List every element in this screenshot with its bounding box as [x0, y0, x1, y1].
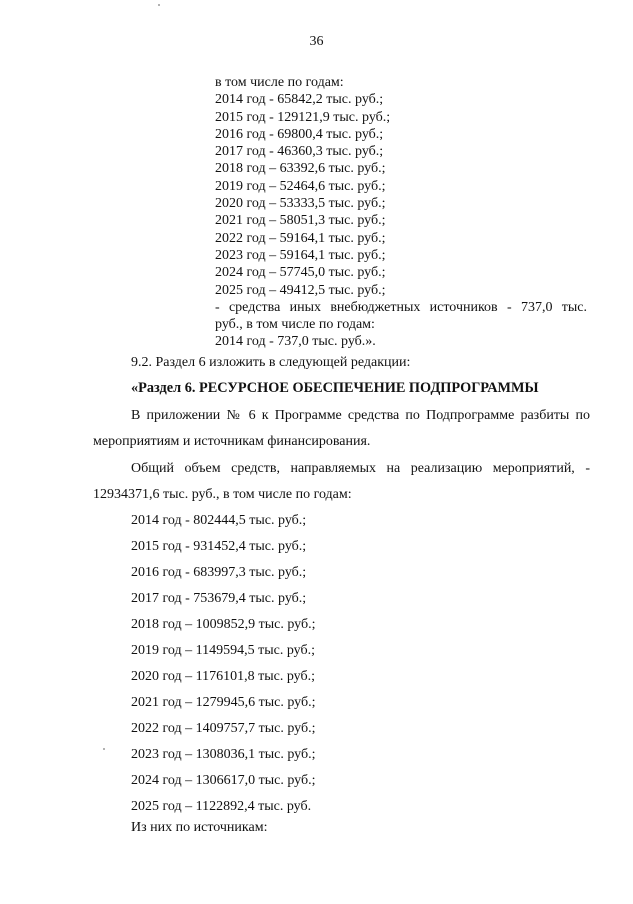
year-line: 2015 год - 931452,4 тыс. руб.;	[131, 539, 307, 554]
year-line: 2023 год – 1308036,1 тыс. руб.;	[131, 747, 316, 762]
paragraph-total-volume	[93, 456, 590, 508]
paragraph-line: мероприятиям и источникам финансирования.	[93, 434, 371, 449]
total-by-year-list	[131, 508, 316, 820]
year-line: 2017 год - 753679,4 тыс. руб.;	[131, 591, 307, 606]
year-line: 2019 год – 52464,6 тыс. руб.;	[215, 178, 386, 194]
scan-speck	[103, 748, 105, 750]
other-sources-line: - средства иных внебюджетных источников - 737,0 тыс.	[215, 299, 587, 315]
paragraph-line: Общий объем средств, направляемых на реализацию мероприятий, -	[131, 461, 590, 476]
other-sources-year: 2014 год - 737,0 тыс. руб.».	[215, 334, 376, 350]
year-line: 2022 год – 1409757,7 тыс. руб.;	[131, 721, 316, 736]
year-line: 2014 год - 65842,2 тыс. руб.;	[215, 92, 384, 108]
year-line: 2025 год – 1122892,4 тыс. руб.	[131, 799, 312, 814]
year-line: 2015 год - 129121,9 тыс. руб.;	[215, 109, 391, 125]
year-line: 2020 год – 53333,5 тыс. руб.;	[215, 196, 386, 212]
year-line: 2024 год – 1306617,0 тыс. руб.;	[131, 773, 316, 788]
financing-by-year-block	[215, 74, 587, 351]
scan-speck	[158, 4, 160, 6]
year-line: 2016 год - 69800,4 тыс. руб.;	[215, 126, 384, 142]
other-sources-line: руб., в том числе по годам:	[215, 317, 375, 333]
section-heading: «Раздел 6. РЕСУРСНОЕ ОБЕСПЕЧЕНИЕ ПОДПРОГРАММЫ	[131, 380, 539, 396]
year-line: 2025 год – 49412,5 тыс. руб.;	[215, 282, 386, 298]
year-line: 2022 год – 59164,1 тыс. руб.;	[215, 230, 386, 246]
page-number: 36	[309, 34, 324, 49]
paragraph-line: В приложении № 6 к Программе средства по Подпрограмме разбиты по	[131, 408, 590, 423]
year-line: 2024 год – 57745,0 тыс. руб.;	[215, 265, 386, 281]
year-line: 2018 год – 1009852,9 тыс. руб.;	[131, 617, 316, 632]
year-line: 2023 год – 59164,1 тыс. руб.;	[215, 247, 386, 263]
year-line: 2021 год – 58051,3 тыс. руб.;	[215, 213, 386, 229]
paragraph-appendix	[93, 403, 590, 455]
years-intro: в том числе по годам:	[215, 75, 344, 90]
year-line: 2014 год - 802444,5 тыс. руб.;	[131, 513, 307, 528]
sources-intro: Из них по источникам:	[131, 820, 268, 835]
item-9-2: 9.2. Раздел 6 изложить в следующей редакции:	[131, 355, 411, 370]
year-line: 2016 год - 683997,3 тыс. руб.;	[131, 565, 307, 580]
year-line: 2018 год – 63392,6 тыс. руб.;	[215, 161, 386, 177]
year-line: 2019 год – 1149594,5 тыс. руб.;	[131, 643, 315, 658]
paragraph-line: 12934371,6 тыс. руб., в том числе по годам:	[93, 487, 352, 502]
year-line: 2021 год – 1279945,6 тыс. руб.;	[131, 695, 316, 710]
year-line: 2020 год – 1176101,8 тыс. руб.;	[131, 669, 315, 684]
year-line: 2017 год - 46360,3 тыс. руб.;	[215, 144, 384, 160]
